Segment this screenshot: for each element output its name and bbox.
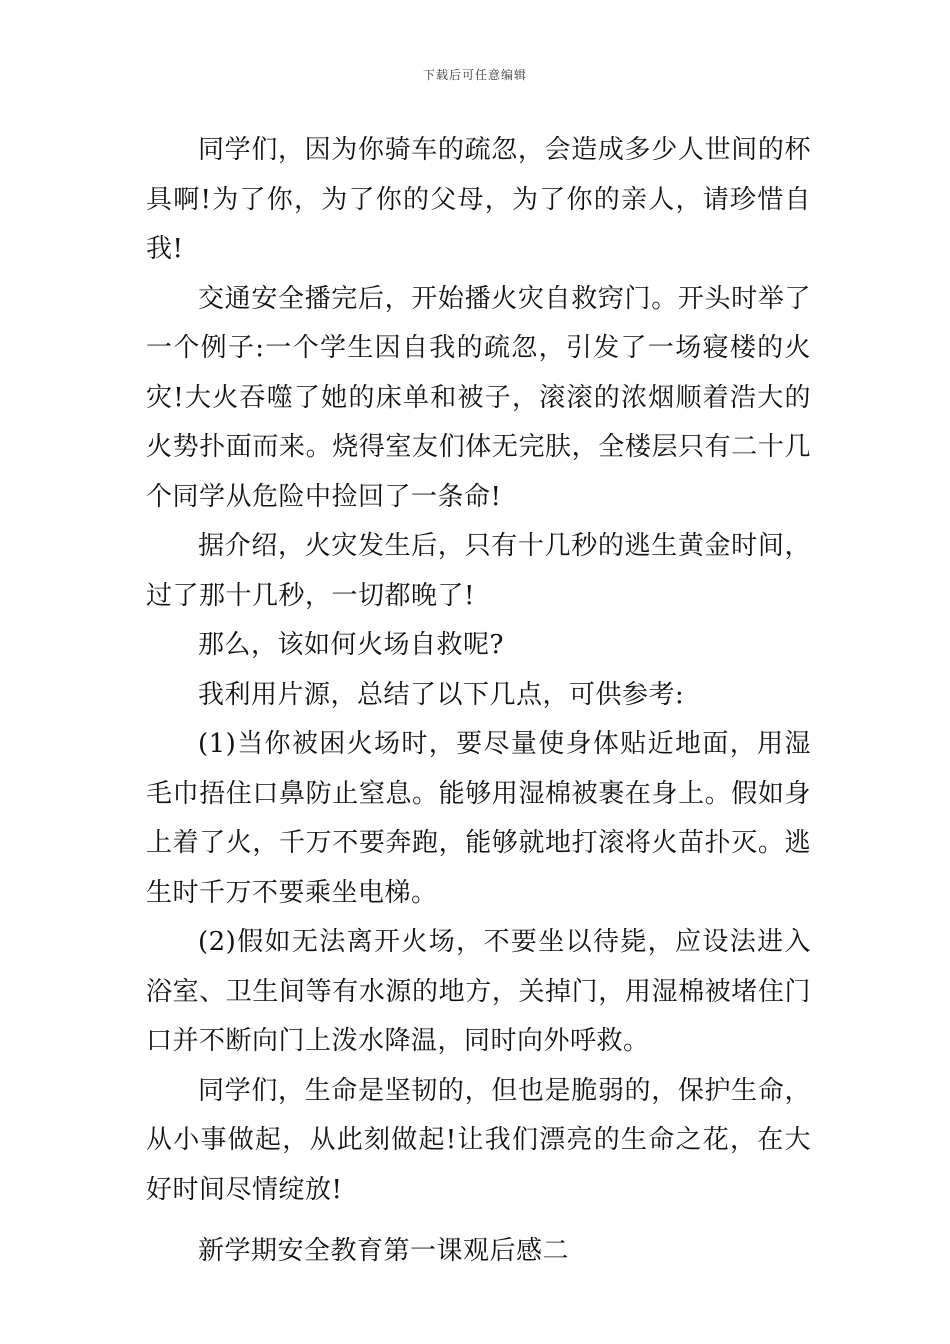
paragraph-conclusion: 同学们，生命是坚韧的，但也是脆弱的，保护生命，从小事做起，从此刻做起!让我们漂亮的生命之花，在大好时间尽情绽放! xyxy=(146,1075,811,1205)
section-heading: 新学期安全教育第一课观后感二 xyxy=(198,1236,570,1266)
paragraph-tip-1: (1)当你被困火场时，要尽量使身体贴近地面，用湿毛巾捂住口鼻防止窒息。能够用湿棉被裹在身上。假如身上着了火，千万不要奔跑，能够就地打滚将火苗扑灭。逃生时千万不要乘坐电梯。 xyxy=(146,729,811,908)
paragraph-fire-example: 交通安全播完后，开始播火灾自救窍门。开头时举了一个例子:一个学生因自我的疏忽，引发了一场寝楼的火灾!大火吞噬了她的床单和被子，滚滚的浓烟顺着浩大的火势扑面而来。烧得室友们体无完肤，全楼层只有二十几个同学从危险中捡回了一条命! xyxy=(146,283,811,512)
paragraph-tip-2: (2)假如无法离开火场，不要坐以待毙，应设法进入浴室、卫生间等有水源的地方，关掉门，用湿棉被堵住门口并不断向门上泼水降温，同时向外呼救。 xyxy=(146,927,811,1056)
header-note: 下载后可任意编辑 xyxy=(422,68,527,82)
paragraph-summary-intro: 我利用片源，总结了以下几点，可供参考: xyxy=(198,679,685,710)
paragraph-question: 那么，该如何火场自救呢? xyxy=(198,630,504,660)
document-body xyxy=(146,126,811,1277)
paragraph-golden-time: 据介绍，火灾发生后，只有十几秒的逃生黄金时间，过了那十几秒，一切都晚了! xyxy=(146,531,811,611)
paragraph-bicycle-safety: 同学们，因为你骑车的疏忽，会造成多少人世间的杯具啊!为了你，为了你的父母，为了你的亲人，请珍惜自我! xyxy=(146,135,811,264)
